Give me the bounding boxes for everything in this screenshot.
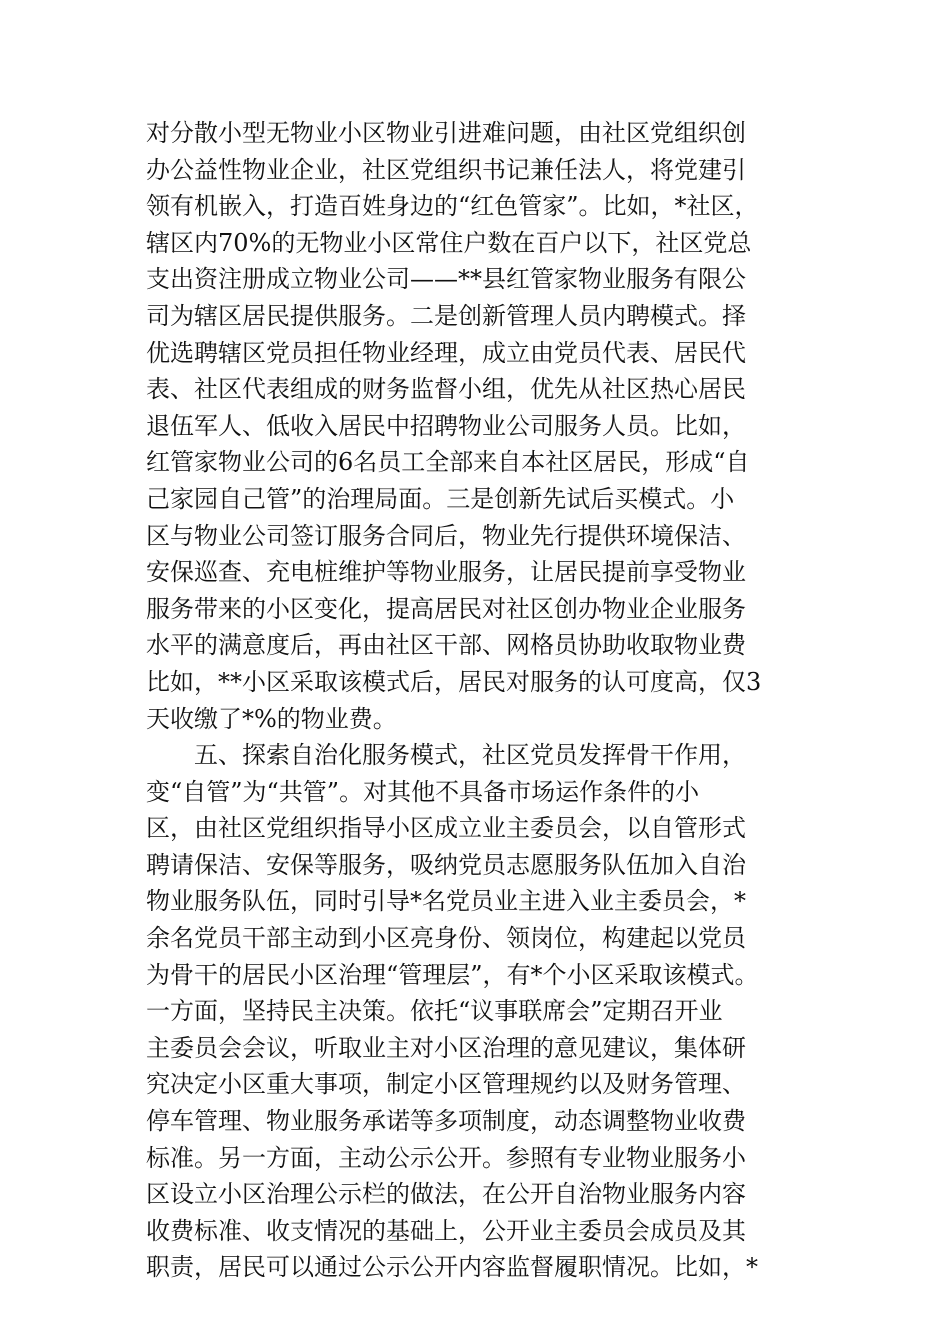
text-line: 区设立小区治理公示栏的做法，在公开自治物业服务内容 xyxy=(146,1180,746,1209)
text-line: 水平的满意度后，再由社区干部、网格员协助收取物业费 xyxy=(146,631,746,660)
text-line: 服务带来的小区变化，提高居民对社区创办物业企业服务 xyxy=(146,594,746,623)
text-line: 领有机嵌入，打造百姓身边的“红色管家”。比如，*社区， xyxy=(146,192,759,221)
text-line: 变“自管”为“共管”。对其他不具备市场运作条件的小 xyxy=(146,777,700,806)
text-line: 司为辖区居民提供服务。二是创新管理人员内聘模式。择 xyxy=(146,301,746,330)
text-line: 一方面，坚持民主决策。依托“议事联席会”定期召开业 xyxy=(146,997,723,1026)
text-line: 办公益性物业企业，社区党组织书记兼任法人，将党建引 xyxy=(146,155,746,184)
text-line: 安保巡查、充电桩维护等物业服务，让居民提前享受物业 xyxy=(146,558,746,587)
text-line: 职责，居民可以通过公示公开内容监督履职情况。比如，* xyxy=(146,1253,758,1282)
text-line: 停车管理、物业服务承诺等多项制度，动态调整物业收费 xyxy=(146,1107,746,1136)
paragraph-start-line: 五、探索自治化服务模式，社区党员发挥骨干作用， xyxy=(194,741,746,770)
text-line: 区，由社区党组织指导小区成立业主委员会，以自管形式 xyxy=(146,814,746,843)
text-line: 为骨干的居民小区治理“管理层”，有*个小区采取该模式。 xyxy=(146,960,759,989)
text-line: 物业服务队伍，同时引导*名党员业主进入业主委员会，* xyxy=(146,887,746,916)
text-line: 优选聘辖区党员担任物业经理，成立由党员代表、居民代 xyxy=(146,338,746,367)
body-text xyxy=(146,115,836,1286)
text-line: 收费标准、收支情况的基础上，公开业主委员会成员及其 xyxy=(146,1216,746,1245)
text-line: 退伍军人、低收入居民中招聘物业公司服务人员。比如， xyxy=(146,411,746,440)
text-line: 己家园自己管”的治理局面。三是创新先试后买模式。小 xyxy=(146,484,735,513)
text-line: 表、社区代表组成的财务监督小组，优先从社区热心居民 xyxy=(146,375,746,404)
text-line: 支出资注册成立物业公司——**县红管家物业服务有限公 xyxy=(146,265,746,294)
text-line: 辖区内70%的无物业小区常住户数在百户以下，社区党总 xyxy=(146,228,752,257)
text-line: 对分散小型无物业小区物业引进难问题，由社区党组织创 xyxy=(146,119,746,147)
text-line: 究决定小区重大事项，制定小区管理规约以及财务管理、 xyxy=(146,1070,746,1099)
text-line: 标准。另一方面，主动公示公开。参照有专业物业服务小 xyxy=(146,1143,746,1172)
text-line: 比如，**小区采取该模式后，居民对服务的认可度高，仅3 xyxy=(146,667,762,696)
text-line: 聘请保洁、安保等服务，吸纳党员志愿服务队伍加入自治 xyxy=(146,850,746,879)
text-line: 天收缴了*%的物业费。 xyxy=(146,704,397,733)
text-line: 红管家物业公司的6名员工全部来自本社区居民，形成“自 xyxy=(146,448,750,477)
text-line: 区与物业公司签订服务合同后，物业先行提供环境保洁、 xyxy=(146,521,746,550)
text-line: 主委员会会议，听取业主对小区治理的意见建议，集体研 xyxy=(146,1033,746,1062)
text-line: 余名党员干部主动到小区亮身份、领岗位，构建起以党员 xyxy=(146,924,746,953)
